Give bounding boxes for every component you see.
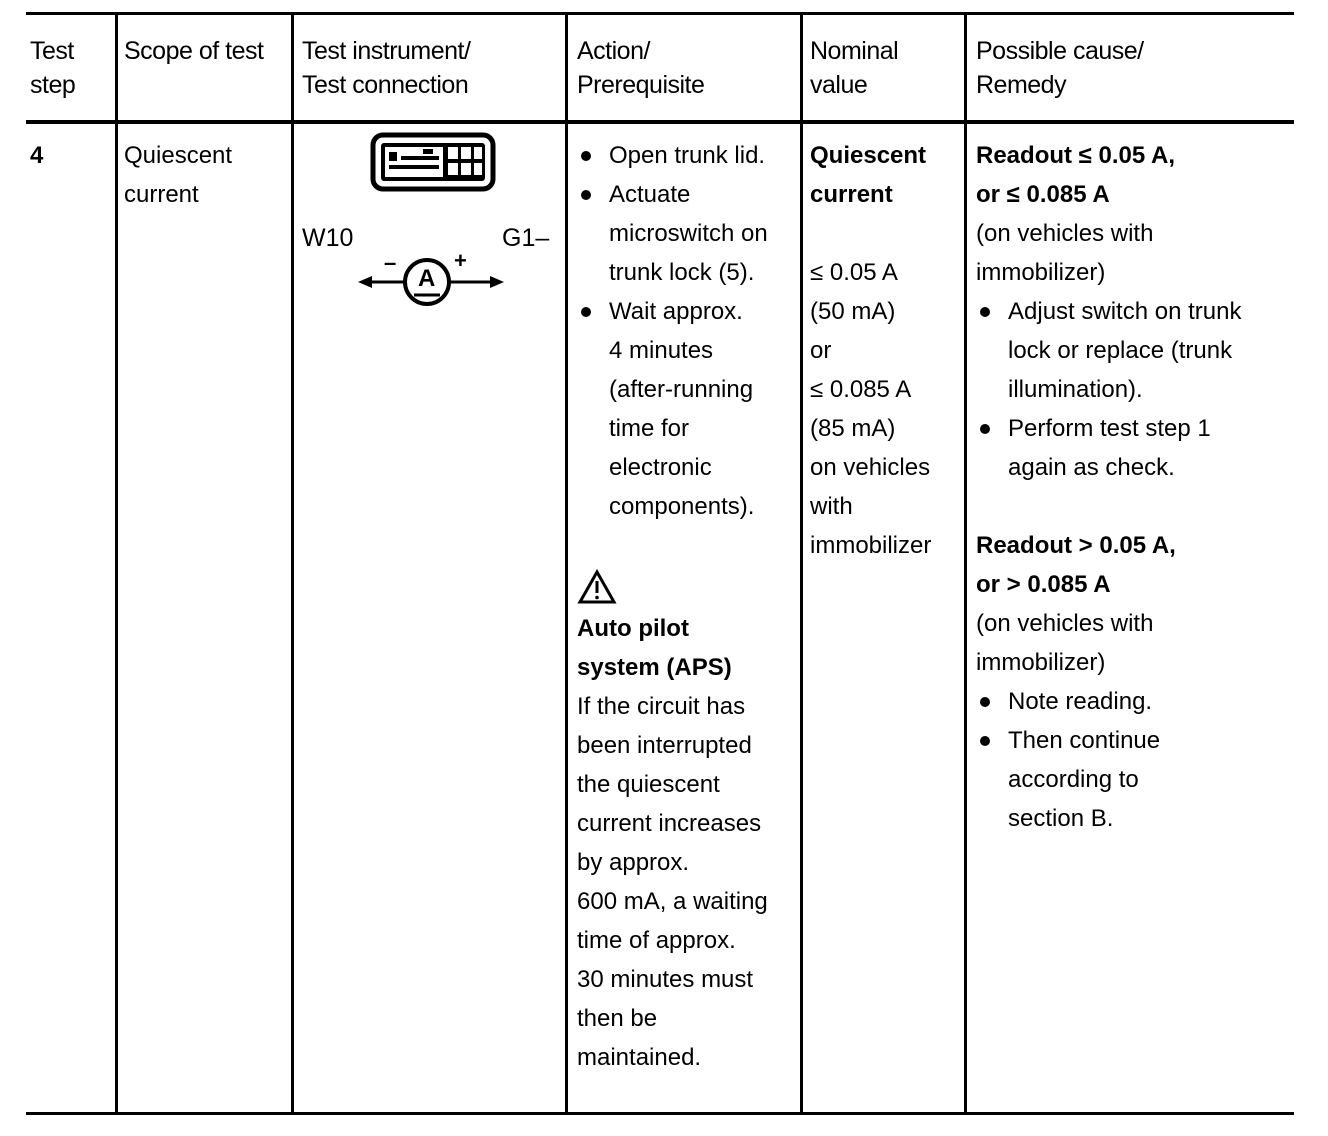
header-scope: Scope of test <box>124 37 264 65</box>
action-cell <box>577 136 768 1077</box>
test-table <box>26 12 1294 1120</box>
aps-note-text: 600 mA, a waiting <box>577 888 768 915</box>
aps-note-text: the quiescent <box>577 771 720 798</box>
aps-note-text: been interrupted <box>577 732 752 759</box>
meter-letter: A <box>418 265 436 292</box>
nominal-title: current <box>810 181 893 208</box>
cause-line: immobilizer) <box>976 649 1106 676</box>
connection-label-w10: W10 <box>302 224 354 252</box>
remedy-bullet: Note reading. <box>976 682 1241 721</box>
aps-note-text: time of approx. <box>577 927 736 954</box>
nominal-line: ≤ 0.05 A <box>810 259 898 286</box>
remedy-bullet: Perform test step 1 again as check. <box>976 409 1241 487</box>
warning-triangle-icon <box>577 569 617 605</box>
multimeter-icon <box>370 132 496 192</box>
aps-note-title: Auto pilot <box>577 615 689 642</box>
aps-note-title: system (APS) <box>577 654 732 681</box>
aps-note-text: then be <box>577 1005 658 1032</box>
aps-note-text: maintained. <box>577 1044 702 1071</box>
nominal-line: ≤ 0.085 A <box>810 376 912 403</box>
aps-note-text: 30 minutes must <box>577 966 754 993</box>
readout-title: or > 0.085 A <box>976 571 1111 598</box>
nominal-line: with <box>810 493 853 520</box>
table-top-rule <box>26 12 1294 15</box>
aps-note-text: current increases <box>577 810 762 837</box>
column-divider <box>565 12 568 1115</box>
header-test-step: Test step <box>30 37 76 99</box>
header-instrument: Test instrument/ Test connection <box>302 37 471 99</box>
scope-of-test: Quiescent current <box>124 142 233 208</box>
action-bullet: Open trunk lid. <box>577 136 768 175</box>
nominal-line: (50 mA) <box>810 298 896 325</box>
nominal-line: (85 mA) <box>810 415 896 442</box>
action-bullet: Wait approx. 4 minutes (after-running time for electronic components). <box>577 292 768 526</box>
connection-label-g1: G1– <box>502 224 550 252</box>
instrument-cell <box>294 124 565 304</box>
header-cause: Possible cause/ Remedy <box>976 37 1144 99</box>
remedy-bullet: Then continue according to section B. <box>976 721 1241 838</box>
table-bottom-rule <box>26 1112 1294 1115</box>
cause-remedy-cell <box>976 136 1241 838</box>
nominal-line: or <box>810 337 832 364</box>
minus-sign: – <box>384 250 397 275</box>
column-divider <box>800 12 803 1115</box>
header-action: Action/ Prerequisite <box>577 37 705 99</box>
cause-line: (on vehicles with <box>976 610 1154 637</box>
column-divider <box>964 12 967 1115</box>
nominal-line: on vehicles <box>810 454 931 481</box>
readout-title: Readout > 0.05 A, <box>976 532 1176 559</box>
column-divider <box>115 12 118 1115</box>
nominal-title: Quiescent <box>810 142 927 169</box>
cause-line: (on vehicles with <box>976 220 1154 247</box>
header-bottom-rule <box>26 120 1294 124</box>
readout-title: Readout ≤ 0.05 A, <box>976 142 1175 169</box>
readout-title: or ≤ 0.085 A <box>976 181 1110 208</box>
cause-line: immobilizer) <box>976 259 1106 286</box>
header-nominal: Nominal value <box>810 37 899 99</box>
plus-sign: + <box>454 248 467 273</box>
nominal-value-cell <box>810 136 931 565</box>
test-step-number: 4 <box>30 142 44 169</box>
action-bullet: Actuate microswitch on trunk lock (5). <box>577 175 768 292</box>
nominal-line: immobilizer <box>810 532 932 559</box>
remedy-bullet: Adjust switch on trunk lock or replace (trunk illumination). <box>976 292 1241 409</box>
aps-note-text: If the circuit has <box>577 693 746 720</box>
aps-note-text: by approx. <box>577 849 690 876</box>
